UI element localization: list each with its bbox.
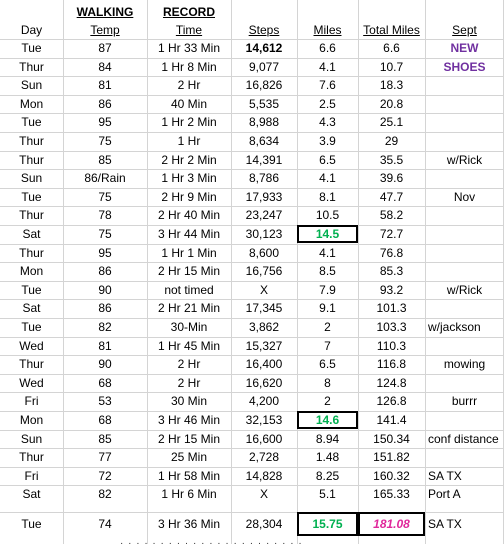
cell-day[interactable]: Thur (19, 450, 44, 465)
cell-total-miles[interactable]: 47.7 (379, 189, 404, 204)
table-row (0, 188, 504, 206)
cell-miles[interactable]: 8.5 (319, 264, 336, 279)
cell-temp[interactable]: 75 (98, 189, 112, 204)
cell-note[interactable]: mowing (443, 357, 486, 372)
cell-day[interactable]: Tue (21, 189, 42, 204)
cell-day[interactable]: Sat (22, 301, 41, 316)
cell-day[interactable]: Sun (20, 171, 43, 186)
cell-temp[interactable]: 72 (98, 468, 112, 483)
table-row (0, 95, 504, 113)
table-row (0, 448, 504, 466)
cell-temp[interactable]: 85 (98, 431, 112, 446)
cell-temp[interactable]: 95 (98, 245, 112, 260)
cell-day[interactable]: Sat (22, 487, 41, 502)
cell-day[interactable]: Thur (19, 152, 44, 167)
cell-temp[interactable]: 86 (98, 96, 112, 111)
cell-total-miles[interactable]: 18.3 (379, 78, 404, 93)
cell-note[interactable] (425, 76, 504, 94)
cell-time[interactable]: 1 Hr 33 Min (157, 41, 221, 55)
cell-note[interactable] (425, 448, 504, 466)
cell-steps[interactable]: 14,828 (245, 468, 283, 483)
cell-time[interactable]: 2 Hr (177, 375, 201, 390)
cell-steps[interactable]: 16,756 (245, 264, 283, 279)
cell-steps[interactable]: 28,304 (245, 517, 283, 532)
cell-day[interactable]: Thur (19, 208, 44, 223)
cell-miles[interactable]: 7.6 (319, 78, 336, 93)
cell-time[interactable]: 1 Hr 58 Min (157, 468, 221, 483)
table-row (0, 132, 504, 150)
table-row (0, 151, 504, 169)
cell-steps[interactable]: 8,634 (248, 134, 280, 148)
cell-steps[interactable]: 16,826 (245, 78, 283, 93)
record-header: RECORD (162, 5, 215, 19)
cell-miles[interactable]: 10.5 (315, 208, 340, 223)
col-header-miles[interactable]: Miles (313, 23, 342, 37)
cell-miles[interactable]: 4.1 (319, 171, 336, 186)
cell-temp[interactable]: 90 (98, 357, 112, 372)
cell-miles[interactable]: 14.6 (297, 411, 358, 429)
cell-miles[interactable]: 6.5 (319, 152, 336, 167)
table-row (0, 374, 504, 392)
cell-time[interactable]: 1 Hr 3 Min (161, 171, 217, 186)
cell-miles[interactable]: 4.1 (319, 245, 336, 260)
cell-time[interactable]: 2 Hr (177, 78, 201, 93)
cell-steps[interactable]: 32,153 (245, 413, 283, 427)
cell-time[interactable]: 1 Hr 6 Min (161, 487, 217, 502)
cell-note[interactable]: SA TX (428, 517, 462, 532)
cell-miles[interactable]: 2.5 (319, 96, 336, 111)
cell-temp[interactable]: 82 (98, 487, 112, 502)
cut-off-text: · · · · · · · · · · · · · · · · · · · · · · · (120, 538, 303, 549)
col-header-day[interactable]: Day (20, 23, 43, 37)
cell-day[interactable]: Tue (21, 517, 42, 532)
cell-steps[interactable]: 23,247 (245, 208, 283, 223)
cell-day[interactable]: Fri (24, 468, 39, 483)
header-row (0, 21, 504, 39)
cell-total-miles[interactable]: 35.5 (379, 152, 404, 167)
cell-total-miles[interactable]: 6.6 (383, 41, 400, 55)
cell-time[interactable]: 1 Hr 45 Min (157, 338, 221, 353)
cell-steps[interactable]: X (259, 282, 268, 297)
cell-temp[interactable]: 53 (98, 394, 112, 409)
cell-steps[interactable]: 16,620 (245, 375, 283, 390)
cell-time[interactable]: 3 Hr 36 Min (157, 517, 221, 532)
cell-note[interactable]: burrr (451, 394, 478, 409)
cell-note[interactable]: NEW (450, 41, 479, 55)
cell-total-miles[interactable]: 103.3 (376, 320, 407, 334)
cell-total-miles[interactable]: 160.32 (373, 468, 410, 483)
cell-total-miles[interactable]: 150.34 (373, 431, 410, 446)
cell-temp[interactable]: 81 (98, 78, 112, 93)
cell-note[interactable] (425, 206, 504, 224)
table-row (0, 169, 504, 187)
cell-steps[interactable]: 5,535 (248, 96, 280, 111)
cell-total-miles[interactable]: 110.3 (376, 338, 407, 353)
cell-steps[interactable]: 9,077 (248, 59, 280, 74)
cell-total-miles[interactable]: 10.7 (379, 59, 404, 74)
walking-header: WALKING (76, 5, 134, 19)
col-header-time[interactable]: Time (175, 23, 203, 37)
cell-note[interactable] (425, 299, 504, 317)
cell-temp[interactable]: 86 (98, 301, 112, 316)
cell-temp[interactable]: 74 (98, 517, 112, 532)
table-row (0, 512, 504, 536)
cell-miles[interactable]: 15.75 (297, 512, 358, 536)
cell-steps[interactable]: X (259, 487, 268, 502)
cell-note[interactable]: SHOES (443, 59, 486, 74)
cell-time[interactable]: 2 Hr 21 Min (157, 301, 221, 316)
cell-temp[interactable]: 86/Rain (84, 171, 126, 186)
cell-steps[interactable]: 16,400 (245, 357, 283, 372)
cell-temp[interactable]: 77 (98, 450, 112, 465)
cell-steps[interactable]: 8,600 (248, 245, 280, 260)
cell-total-miles[interactable]: 20.8 (379, 96, 404, 111)
cell-steps[interactable]: 14,612 (245, 41, 283, 55)
cell-steps[interactable]: 4,200 (248, 394, 280, 409)
cell-miles[interactable]: 5.1 (319, 487, 336, 502)
cell-temp[interactable]: 86 (98, 264, 112, 279)
cell-miles[interactable]: 1.48 (315, 450, 340, 465)
cell-note[interactable] (425, 374, 504, 392)
cell-time[interactable]: 2 Hr 15 Min (157, 431, 221, 446)
cell-total-miles[interactable]: 101.3 (376, 301, 407, 316)
cell-temp[interactable]: 90 (98, 282, 112, 297)
cell-note[interactable] (425, 95, 504, 113)
table-row (0, 299, 504, 317)
cell-day[interactable]: Sat (22, 227, 41, 241)
cell-miles[interactable]: 14.5 (297, 225, 358, 243)
cell-time[interactable]: 2 Hr 2 Min (161, 152, 217, 167)
cell-total-miles[interactable]: 141.4 (376, 413, 407, 427)
cell-steps[interactable]: 14,391 (245, 152, 283, 167)
table-row (0, 244, 504, 262)
cell-time[interactable]: 1 Hr 8 Min (161, 59, 217, 74)
cell-total-miles[interactable]: 25.1 (379, 115, 404, 130)
table-row (0, 113, 504, 131)
cell-day[interactable]: Thur (19, 245, 44, 260)
cell-day[interactable]: Thur (19, 134, 44, 148)
cell-miles[interactable]: 8.94 (315, 431, 340, 446)
cell-time[interactable]: 30-Min (170, 320, 208, 334)
cell-temp[interactable]: 75 (98, 134, 112, 148)
cell-miles[interactable]: 8.25 (315, 468, 340, 483)
cell-note[interactable]: Nov (453, 189, 476, 204)
cell-day[interactable]: Tue (21, 41, 42, 55)
cell-day[interactable]: Thur (19, 357, 44, 372)
cell-time[interactable]: 3 Hr 46 Min (157, 413, 221, 427)
cell-note[interactable]: w/Rick (446, 152, 483, 167)
cell-temp[interactable]: 82 (98, 320, 112, 334)
col-header-total-miles[interactable]: Total Miles (363, 23, 420, 37)
cell-day[interactable]: Wed (19, 375, 44, 390)
cell-miles[interactable]: 2 (324, 320, 331, 334)
table-row (0, 39, 504, 57)
cell-time[interactable]: 30 Min (170, 394, 208, 409)
cell-temp[interactable]: 68 (98, 375, 112, 390)
cell-note[interactable] (425, 132, 504, 150)
cell-note[interactable] (425, 225, 504, 243)
cell-steps[interactable]: 30,123 (245, 227, 283, 241)
cell-miles[interactable]: 8 (324, 375, 331, 390)
table-row (0, 225, 504, 243)
cell-total-miles[interactable]: 39.6 (379, 171, 404, 186)
cell-miles[interactable]: 4.3 (319, 115, 336, 130)
cell-miles[interactable]: 6.5 (319, 357, 336, 372)
cell-day[interactable]: Mon (19, 413, 44, 427)
cell-total-miles[interactable]: 124.8 (376, 375, 407, 390)
cell-total-miles[interactable]: 126.8 (376, 394, 407, 409)
cell-miles[interactable]: 7 (324, 338, 331, 353)
cell-total-miles[interactable]: 151.82 (373, 450, 410, 465)
table-row (0, 206, 504, 224)
cell-steps[interactable]: 17,933 (245, 189, 283, 204)
cell-temp[interactable]: 84 (98, 59, 112, 74)
col-header-temp[interactable]: Temp (90, 23, 120, 37)
cell-time[interactable]: 1 Hr (177, 134, 201, 148)
cell-time[interactable]: 25 Min (170, 450, 208, 465)
cell-miles[interactable]: 8.1 (319, 189, 336, 204)
cell-day[interactable]: Sun (20, 78, 43, 93)
cell-steps[interactable]: 15,327 (245, 338, 283, 353)
table-row (0, 430, 504, 448)
cell-miles[interactable]: 4.1 (319, 59, 336, 74)
table-row (0, 467, 504, 485)
cell-temp[interactable]: 95 (98, 115, 112, 130)
cell-total-miles[interactable]: 76.8 (379, 245, 404, 260)
cell-miles[interactable]: 9.1 (319, 301, 336, 316)
header-top-row (0, 3, 504, 21)
cell-miles[interactable]: 2 (324, 394, 331, 409)
cell-steps[interactable]: 3,862 (248, 320, 280, 334)
cell-day[interactable]: Wed (19, 338, 44, 353)
cell-steps[interactable]: 8,988 (248, 115, 280, 130)
cell-note[interactable] (425, 337, 504, 355)
table-row (0, 76, 504, 94)
cell-temp[interactable]: 81 (98, 338, 112, 353)
cell-total-miles[interactable]: 116.8 (376, 357, 407, 372)
cell-total-miles[interactable]: 181.08 (358, 512, 425, 536)
cell-steps[interactable]: 2,728 (248, 450, 280, 465)
cell-day[interactable]: Tue (21, 282, 42, 297)
cell-note[interactable] (425, 169, 504, 187)
cell-total-miles[interactable]: 29 (384, 134, 399, 148)
cell-note[interactable] (425, 411, 504, 429)
cell-time[interactable]: 3 Hr 44 Min (157, 227, 221, 241)
cell-time[interactable]: 1 Hr 2 Min (161, 115, 217, 130)
cell-miles[interactable]: 3.9 (319, 134, 336, 148)
cell-day[interactable]: Tue (21, 320, 42, 334)
cell-note[interactable]: conf distance (428, 431, 499, 446)
cell-temp[interactable]: 68 (98, 413, 112, 427)
cell-note[interactable] (425, 262, 504, 280)
cell-total-miles[interactable]: 85.3 (379, 264, 404, 279)
cell-note[interactable] (425, 244, 504, 262)
table-row (0, 318, 504, 336)
cell-total-miles[interactable]: 58.2 (379, 208, 404, 223)
cell-time[interactable]: 2 Hr 9 Min (161, 189, 217, 204)
cell-total-miles[interactable]: 93.2 (379, 282, 404, 297)
cell-steps[interactable]: 16,600 (245, 431, 283, 446)
cell-time[interactable]: 2 Hr (177, 357, 201, 372)
cell-temp[interactable]: 78 (98, 208, 112, 223)
cell-day[interactable]: Fri (24, 394, 39, 409)
cell-time[interactable]: 1 Hr 1 Min (161, 245, 217, 260)
cell-total-miles[interactable]: 165.33 (373, 487, 410, 502)
col-header-sept[interactable]: Sept (452, 23, 477, 37)
cell-miles[interactable]: 7.9 (319, 282, 336, 297)
cell-temp[interactable]: 87 (98, 41, 112, 55)
cell-steps[interactable]: 8,786 (248, 171, 280, 186)
cell-note[interactable]: Port A (428, 487, 461, 502)
cell-temp[interactable]: 85 (98, 152, 112, 167)
table-row (0, 337, 504, 355)
col-header-steps[interactable]: Steps (248, 23, 280, 37)
cell-day[interactable]: Mon (19, 96, 44, 111)
table-row (0, 411, 504, 429)
cell-time[interactable]: 40 Min (170, 96, 208, 111)
cell-time[interactable]: not timed (164, 282, 214, 297)
cell-miles[interactable]: 6.6 (319, 41, 336, 55)
cell-note[interactable]: w/Rick (446, 282, 483, 297)
table-row (0, 262, 504, 280)
cell-note[interactable] (425, 113, 504, 131)
cell-day[interactable]: Mon (19, 264, 44, 279)
cell-time[interactable]: 2 Hr 40 Min (157, 208, 221, 223)
table-row (0, 392, 504, 410)
cell-time[interactable]: 2 Hr 15 Min (157, 264, 221, 279)
cell-temp[interactable]: 75 (98, 227, 112, 241)
table-row (0, 58, 504, 76)
cell-day[interactable]: Thur (19, 59, 44, 74)
cell-note[interactable]: SA TX (428, 468, 462, 483)
table-row (0, 485, 504, 503)
cell-total-miles[interactable]: 72.7 (379, 227, 404, 241)
cell-day[interactable]: Sun (20, 431, 43, 446)
table-row (0, 281, 504, 299)
cell-note[interactable]: w/jackson (428, 320, 481, 334)
cell-steps[interactable]: 17,345 (245, 301, 283, 316)
cell-day[interactable]: Tue (21, 115, 42, 130)
table-row (0, 355, 504, 373)
